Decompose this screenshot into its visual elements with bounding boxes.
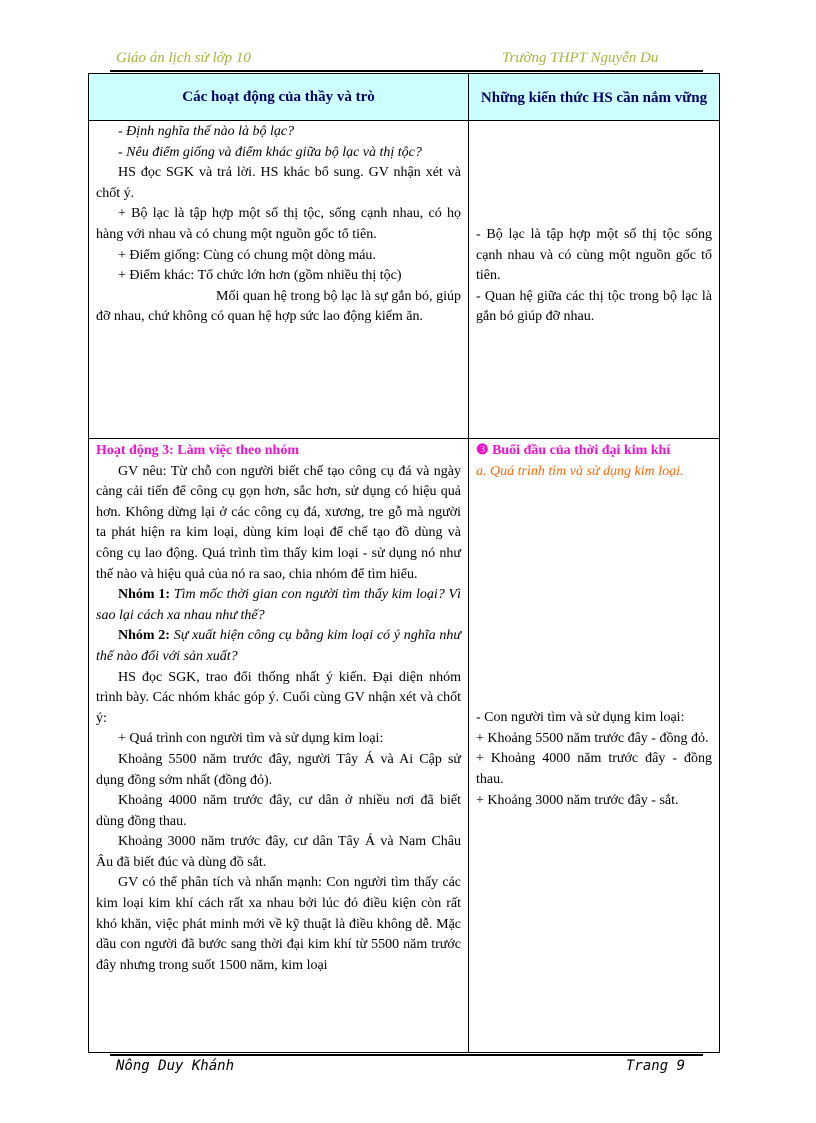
knowledge-item: - Bộ lạc là tập hợp một số thị tộc sống cạnh nhau và có cùng một nguồn gốc tổ tiên. (476, 227, 712, 284)
numbered-flower-icon: ❸ (476, 443, 489, 458)
paragraph: + Điểm giống: Cùng có chung một dòng máu. (118, 247, 376, 263)
header-school: Trường THPT Nguyễn Du (502, 50, 659, 66)
paragraph: + Bộ lạc là tập hợp một số thị tộc, sống cạnh nhau, có họ hàng với nhau và có chung một nguồn gốc tổ tiên. (96, 206, 461, 242)
paragraph: GV có thể phân tích và nhấn mạnh: Con người tìm thấy các kim loại kim khí cách rất xa nhau bởi lúc đó điều kiện còn rất khó khăn, việc phát minh mới về kỹ thuật là điều không dễ. Mặc dầu con người đã bước sang thời đại kim khí từ 5500 năm trước đây nhưng trong suốt 1500 năm, kim loại (96, 875, 461, 973)
paragraph: Khoảng 4000 năm trước đây, cư dân ở nhiều nơi đã biết dùng đồng thau. (96, 793, 461, 829)
table-row (89, 439, 720, 1053)
knowledge-item: + Khoảng 4000 năm trước đây - đồng thau. (476, 751, 712, 787)
table-header-row (89, 74, 720, 121)
paragraph: HS đọc SGK và trả lời. HS khác bổ sung. GV nhận xét và chốt ý. (96, 165, 461, 201)
col-activities-header: Các hoạt động của thầy và trò (89, 74, 469, 121)
footer-author: Nông Duy Khánh (116, 1058, 235, 1074)
paragraph: Khoảng 3000 năm trước đây, cư dân Tây Á và Nam Châu Âu đã biết đúc và dùng đồ sắt. (96, 834, 461, 870)
paragraph: Mối quan hệ trong bộ lạc là sự gắn bó, giúp đỡ nhau, chứ không có quan hệ hợp sức lao động kiếm ăn. (96, 288, 461, 325)
question-1: - Định nghĩa thế nào là bộ lạc? (118, 124, 295, 139)
footer-rule (110, 1054, 703, 1056)
group-1-text: Tìm mốc thời gian con người tìm thấy kim loại? Vì sao lại cách xa nhau như thế? (96, 587, 461, 623)
lesson-table (88, 73, 720, 1053)
knowledge-item: - Con người tìm và sử dụng kim loại: (476, 710, 685, 726)
activity-title: Hoạt động 3: Làm việc theo nhóm (96, 443, 299, 458)
question-2: - Nêu điểm giống và điểm khác giữa bộ lạc và thị tộc? (118, 144, 422, 160)
group-2-text: Sự xuất hiện công cụ bằng kim loại có ý nghĩa như thế nào đối với sản xuất? (96, 628, 461, 664)
paragraph: + Điểm khác: Tổ chức lớn hơn (gồm nhiều thị tộc) (118, 268, 402, 284)
header-rule (110, 70, 703, 72)
spacer (476, 482, 712, 708)
paragraph: HS đọc SGK, trao đổi thống nhất ý kiến. Đại diện nhóm trình bày. Các nhóm khác góp ý. Cuối cùng GV nhận xét và chốt ý: (96, 669, 461, 726)
knowledge-item: + Khoảng 5500 năm trước đây - đồng đỏ. (476, 730, 709, 746)
paragraph: Khoảng 5500 năm trước đây, người Tây Á và Ai Cập sử dụng đồng sớm nhất (đồng đỏ). (96, 751, 461, 788)
row2-knowledge-cell (469, 439, 720, 1053)
paragraph: GV nêu: Từ chỗ con người biết chế tạo công cụ đá và ngày càng cải tiến để công cụ gọn hơn, sắc hơn, sử dụng có hiệu quả hơn. Không dừng lại ở các công cụ đá, xương, tre gỗ mà người ta phát hiện ra kim loại, dùng kim loại để chế tạo đồ dùng và công cụ lao động. Quá trình tìm thấy kim loại - sử dụng nó như thế nào và hiệu quả của nó ra sao, chia nhóm để tìm hiểu. (96, 463, 461, 582)
group-1-label: Nhóm 1: (118, 587, 171, 603)
row2-activities-cell (89, 439, 469, 1053)
footer-page-number: Trang 9 (626, 1058, 686, 1074)
row1-knowledge-cell (469, 121, 720, 439)
section-heading (476, 441, 712, 462)
knowledge-item: + Khoảng 3000 năm trước đây - sắt. (476, 792, 679, 808)
header-subject: Giáo án lịch sử lớp 10 (116, 50, 251, 66)
section-title: Buổi đầu của thời đại kim khí (492, 443, 671, 458)
row1-activities-cell (89, 121, 469, 439)
sub-title: a. Quá trình tìm và sử dụng kim loại. (476, 463, 684, 479)
col-knowledge-header: Những kiến thức HS cần nắm vững (469, 74, 720, 121)
group-1-task (96, 585, 461, 626)
group-2-task (96, 626, 461, 667)
group-2-label: Nhóm 2: (118, 628, 170, 644)
paragraph: + Quá trình con người tìm và sử dụng kim loại: (118, 731, 384, 747)
table-row (89, 121, 720, 439)
knowledge-item: - Quan hệ giữa các thị tộc trong bộ lạc là gắn bó giúp đỡ nhau. (476, 288, 712, 325)
